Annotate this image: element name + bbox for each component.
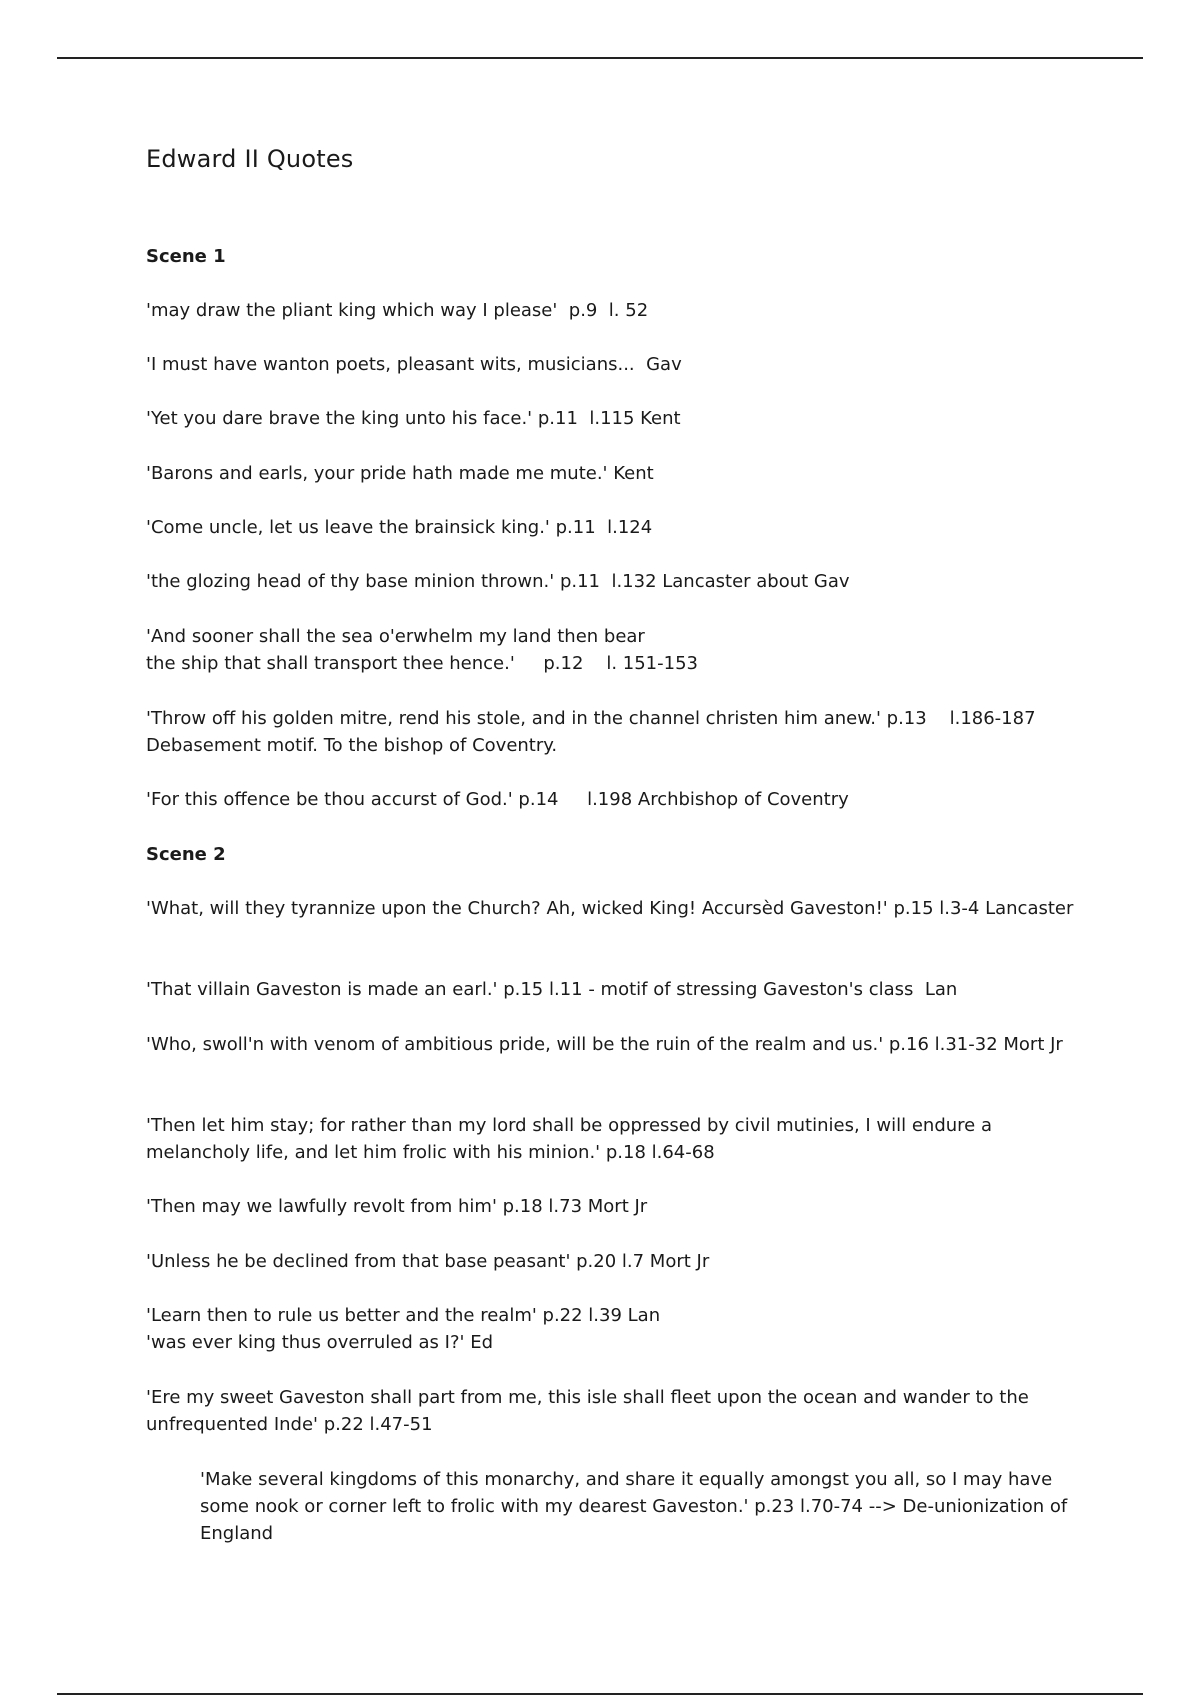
quote-item — [146, 568, 1076, 595]
quote-item — [146, 976, 1076, 1003]
quote-item — [146, 1112, 1076, 1166]
quote-text: the ship that shall transport thee hence.' p.12 l. 151-153 — [146, 653, 698, 674]
quote-text: 'I must have wanton poets, pleasant wits, musicians... Gav — [146, 354, 682, 375]
quote-text: 'Ere my sweet Gaveston shall part from me, this isle shall fleet upon the ocean and wander to the unfrequented Inde' p.22 l.47-51 — [146, 1387, 1029, 1435]
quote-item — [146, 1248, 1076, 1275]
quote-item — [146, 895, 1076, 922]
quote-item-indented — [200, 1466, 1090, 1547]
quote-text: 'Come uncle, let us leave the brainsick king.' p.11 l.124 — [146, 517, 653, 538]
quote-text: 'That villain Gaveston is made an earl.' p.15 l.11 - motif of stressing Gaveston's class Lan — [146, 979, 958, 1000]
quote-text: Debasement motif. To the bishop of Coventry. — [146, 735, 558, 756]
quote-item — [146, 623, 1076, 677]
quote-item — [146, 514, 1076, 541]
quote-item — [146, 786, 1076, 813]
quote-text: 'Make several kingdoms of this monarchy, and share it equally amongst you all, so I may have some nook or corner left to frolic with my dearest Gaveston.' p.23 l.70-74 --> De-unionization of England — [200, 1469, 1068, 1544]
quote-item — [146, 1193, 1076, 1220]
quote-item — [146, 1031, 1076, 1058]
quote-text: 'And sooner shall the sea o'erwhelm my land then bear — [146, 626, 645, 647]
quote-text: 'For this offence be thou accurst of God.' p.14 l.198 Archbishop of Coventry — [146, 789, 849, 810]
quote-text: 'Barons and earls, your pride hath made me mute.' Kent — [146, 463, 654, 484]
quote-text: 'Then let him stay; for rather than my lord shall be oppressed by civil mutinies, I will endure a melancholy life, and let him frolic with his minion.' p.18 l.64-68 — [146, 1115, 993, 1163]
quote-item — [146, 297, 1076, 324]
quote-text: 'may draw the pliant king which way I please' p.9 l. 52 — [146, 300, 649, 321]
quote-text: 'Then may we lawfully revolt from him' p.18 l.73 Mort Jr — [146, 1196, 648, 1217]
scene-2-heading: Scene 2 — [146, 844, 226, 865]
quote-item — [146, 351, 1076, 378]
quote-text: 'What, will they tyrannize upon the Church? Ah, wicked King! Accursèd Gaveston!' p.15 l.3-4 Lancaster — [146, 898, 1074, 919]
quote-text: 'Yet you dare brave the king unto his face.' p.11 l.115 Kent — [146, 408, 681, 429]
quote-text: 'Who, swoll'n with venom of ambitious pride, will be the ruin of the realm and us.' p.16 l.31-32 Mort Jr — [146, 1034, 1063, 1055]
quote-item — [146, 460, 1076, 487]
bottom-rule — [57, 1693, 1143, 1695]
scene-1-heading: Scene 1 — [146, 246, 226, 267]
quote-text: 'Unless he be declined from that base peasant' p.20 l.7 Mort Jr — [146, 1251, 710, 1272]
quote-item — [146, 1302, 1076, 1356]
quote-item — [146, 1384, 1076, 1438]
quote-text: 'Throw off his golden mitre, rend his stole, and in the channel christen him anew.' p.13 l.186-187 — [146, 708, 1036, 729]
quote-text: 'was ever king thus overruled as I?' Ed — [146, 1332, 493, 1353]
quote-item — [146, 405, 1076, 432]
quote-item — [146, 705, 1076, 759]
document-title: Edward II Quotes — [146, 145, 354, 173]
quote-text: 'the glozing head of thy base minion thrown.' p.11 l.132 Lancaster about Gav — [146, 571, 850, 592]
top-rule — [57, 57, 1143, 59]
quote-text: 'Learn then to rule us better and the realm' p.22 l.39 Lan — [146, 1305, 661, 1326]
